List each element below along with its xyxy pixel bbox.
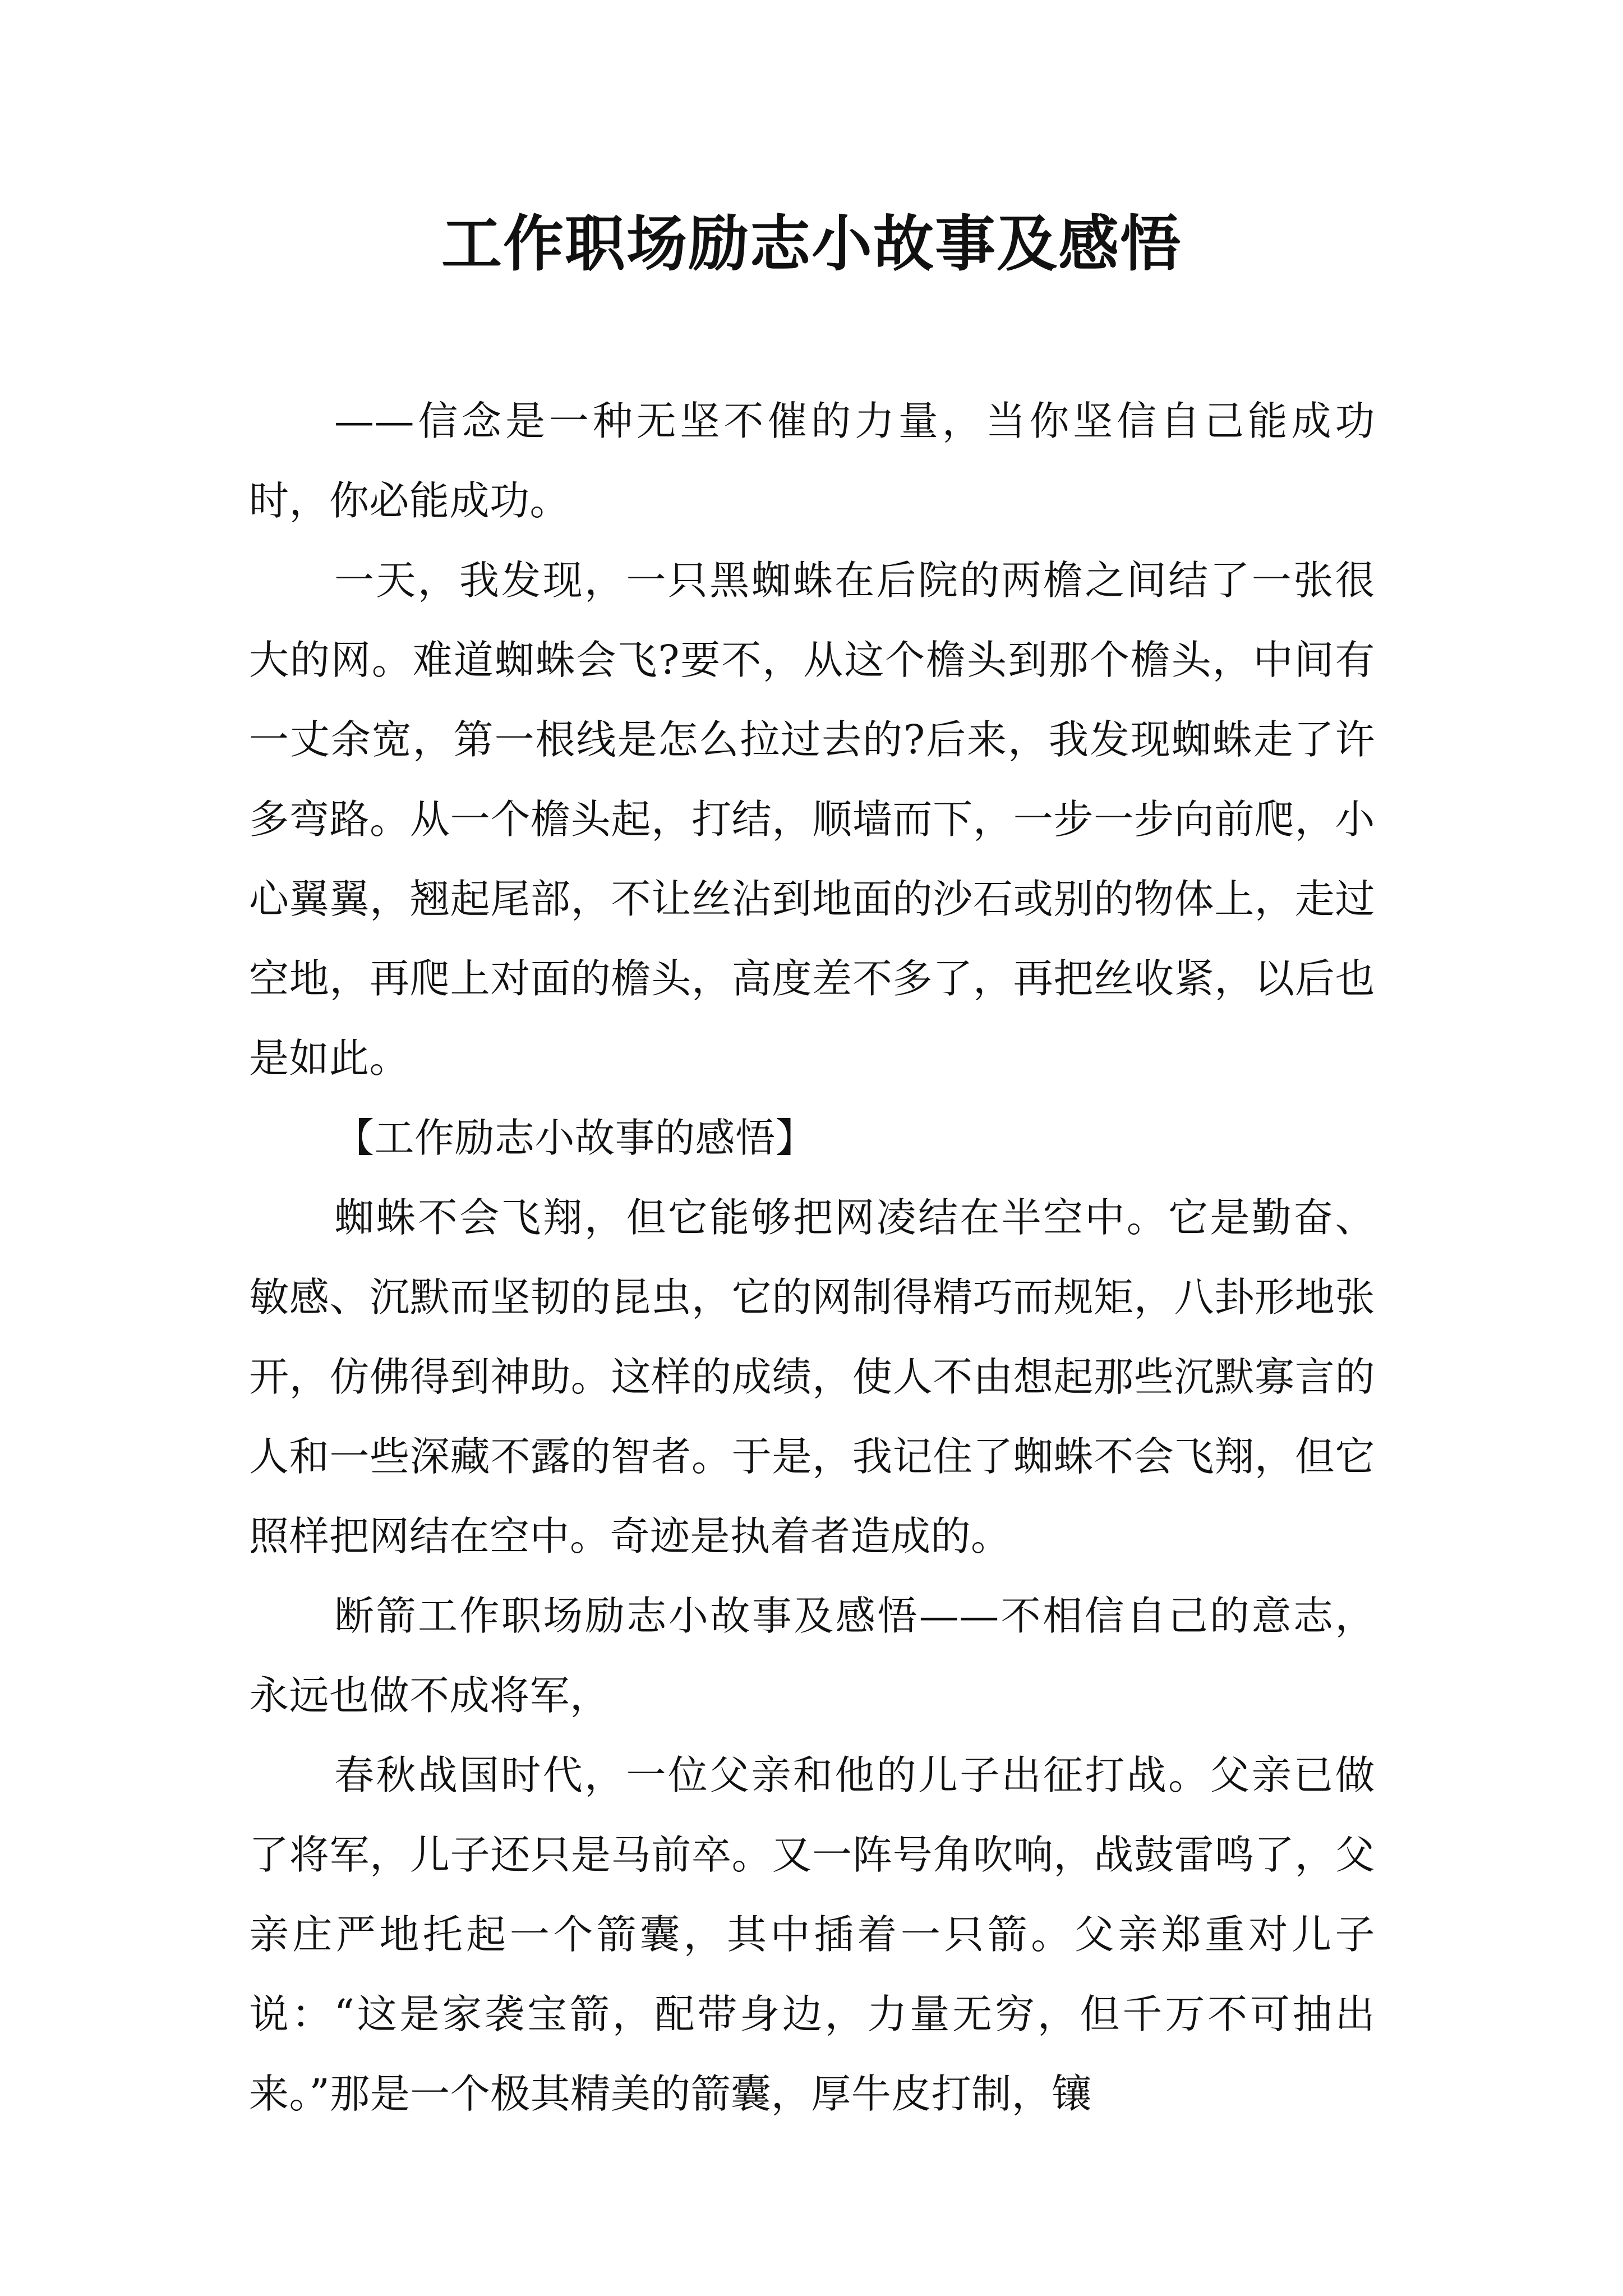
section-heading: 【工作励志小故事的感悟】 (334, 1115, 816, 1161)
body-paragraph: 一天，我发现，一只黑蜘蛛在后院的两檐之间结了一张很大的网。难道蜘蛛会飞?要不，从这个檐头到那个檐头，中间有一丈余宽，第一根线是怎么拉过去的?后来，我发现蜘蛛走了许多弯路。从一个檐头起，打结，顺墙而下，一步一步向前爬，小心翼翼，翘起尾部，不让丝沾到地面的沙石或别的物体上，走过空地，再爬上对面的檐头，高度差不多了，再把丝收紧，以后也是如此。 (249, 557, 1375, 1082)
body-paragraph: ——信念是一种无坚不催的力量，当你坚信自己能成功时，你必能成功。 (249, 398, 1375, 524)
document-body (249, 381, 1375, 2134)
document-title: 工作职场励志小故事及感悟 (441, 209, 1182, 279)
body-paragraph: 蜘蛛不会飞翔，但它能够把网凌结在半空中。它是勤奋、敏感、沉默而坚韧的昆虫，它的网制得精巧而规矩，八卦形地张开，仿佛得到神助。这样的成绩，使人不由想起那些沉默寡言的人和一些深藏不露的智者。于是，我记住了蜘蛛不会飞翔，但它照样把网结在空中。奇迹是执着者造成的。 (249, 1194, 1375, 1559)
body-paragraph: 断箭工作职场励志小故事及感悟——不相信自己的意志，永远也做不成将军， (249, 1593, 1375, 1719)
body-paragraph: 春秋战国时代，一位父亲和他的儿子出征打战。父亲已做了将军，儿子还只是马前卒。又一阵号角吹响，战鼓雷鸣了，父亲庄严地托起一个箭囊，其中插着一只箭。父亲郑重对儿子说：“这是家袭宝箭，配带身边，力量无穷，但千万不可抽出来。”那是一个极其精美的箭囊，厚牛皮打制，镶 (249, 1752, 1375, 2117)
